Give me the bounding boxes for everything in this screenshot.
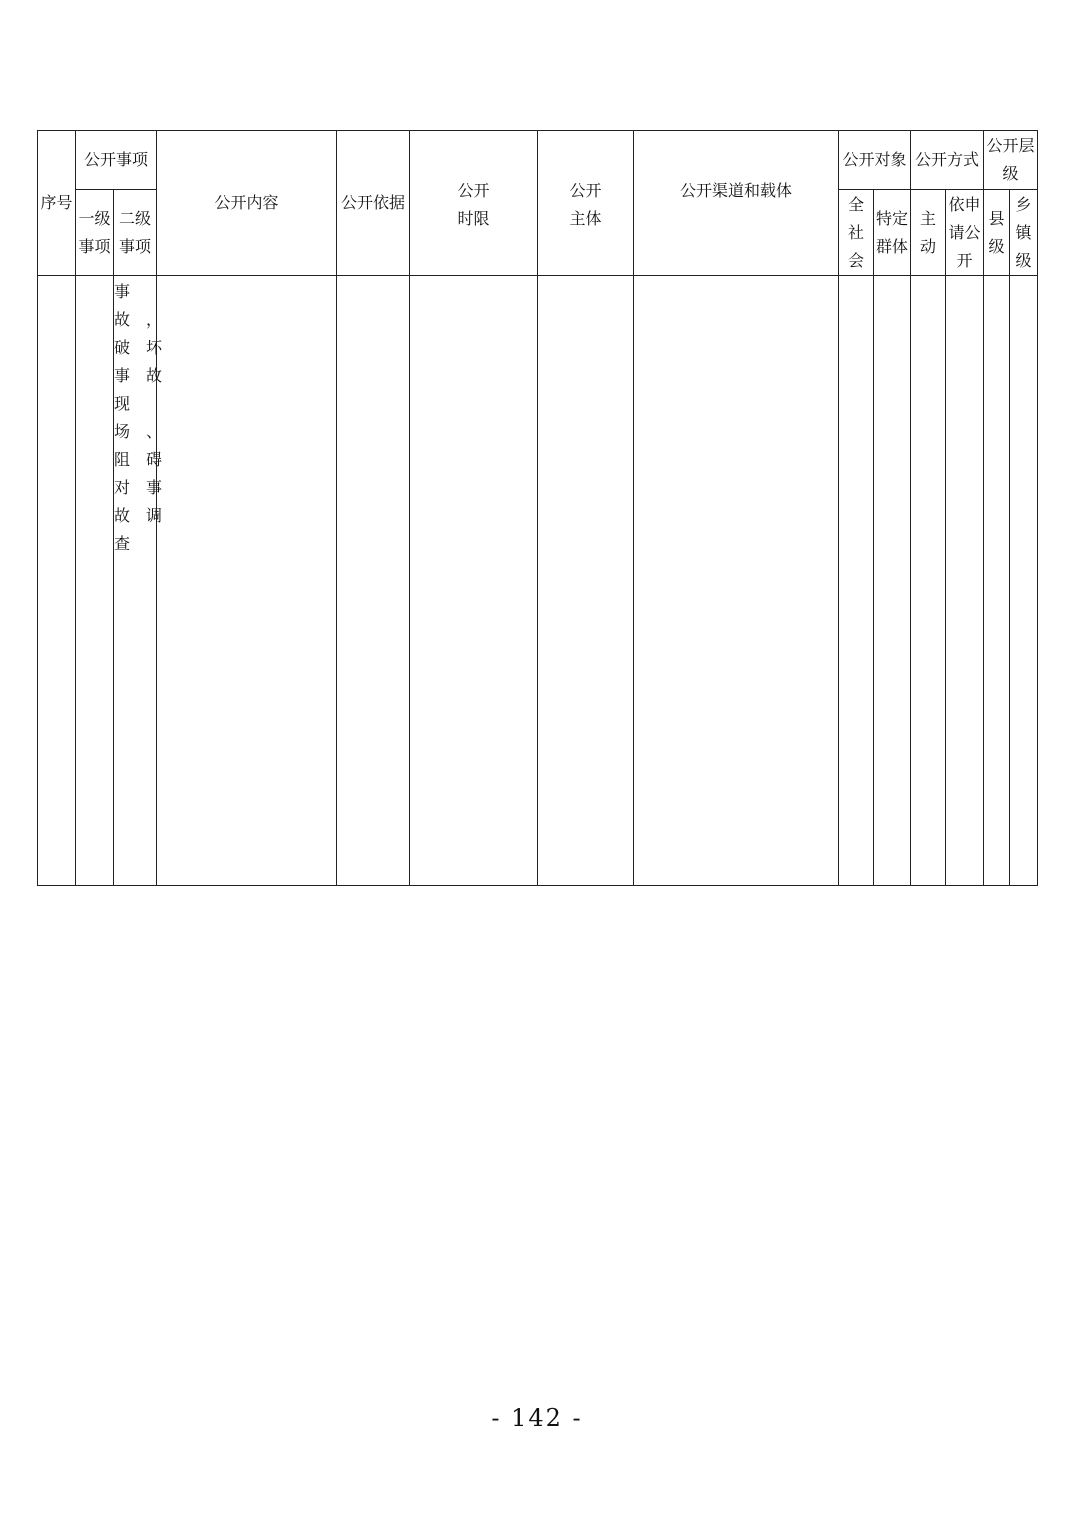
header-method-active: 主 动 — [919, 208, 936, 256]
header-method-group: 公开方式 — [914, 150, 979, 169]
header-level-county: 县 级 — [988, 208, 1005, 256]
header-content: 公开内容 — [214, 193, 279, 212]
disclosure-table — [37, 130, 1038, 886]
header-item-level1: 一级 事项 — [78, 208, 111, 256]
header-basis: 公开依据 — [340, 193, 405, 212]
table-border-right — [1037, 130, 1038, 886]
header-level-group: 公开层 级 — [986, 136, 1035, 183]
header-channel: 公开渠道和载体 — [679, 181, 792, 200]
header-seq: 序号 — [40, 193, 73, 212]
page-number: - 142 - — [491, 1404, 583, 1432]
header-audience-group: 公开对象 — [842, 150, 907, 169]
header-level-town: 乡 镇 级 — [1015, 194, 1032, 270]
table-row-level2-cell: 事 故 ， 破 坏 事 故 现 场 、 阻 碍 对 事 故 调 查 — [114, 282, 163, 553]
header-item-level2: 二级 事项 — [118, 208, 151, 256]
col-divider — [873, 189, 874, 886]
header-time-limit: 公开 时限 — [457, 181, 490, 228]
header-audience-all: 全 社 会 — [847, 194, 864, 270]
header-items-group: 公开事项 — [83, 150, 148, 169]
col-divider — [945, 189, 946, 886]
header-subject: 公开 主体 — [569, 181, 602, 228]
header-method-request: 依申 请公 开 — [948, 194, 981, 270]
header-audience-specific: 特定 群体 — [875, 208, 908, 256]
col-divider — [1009, 189, 1010, 886]
